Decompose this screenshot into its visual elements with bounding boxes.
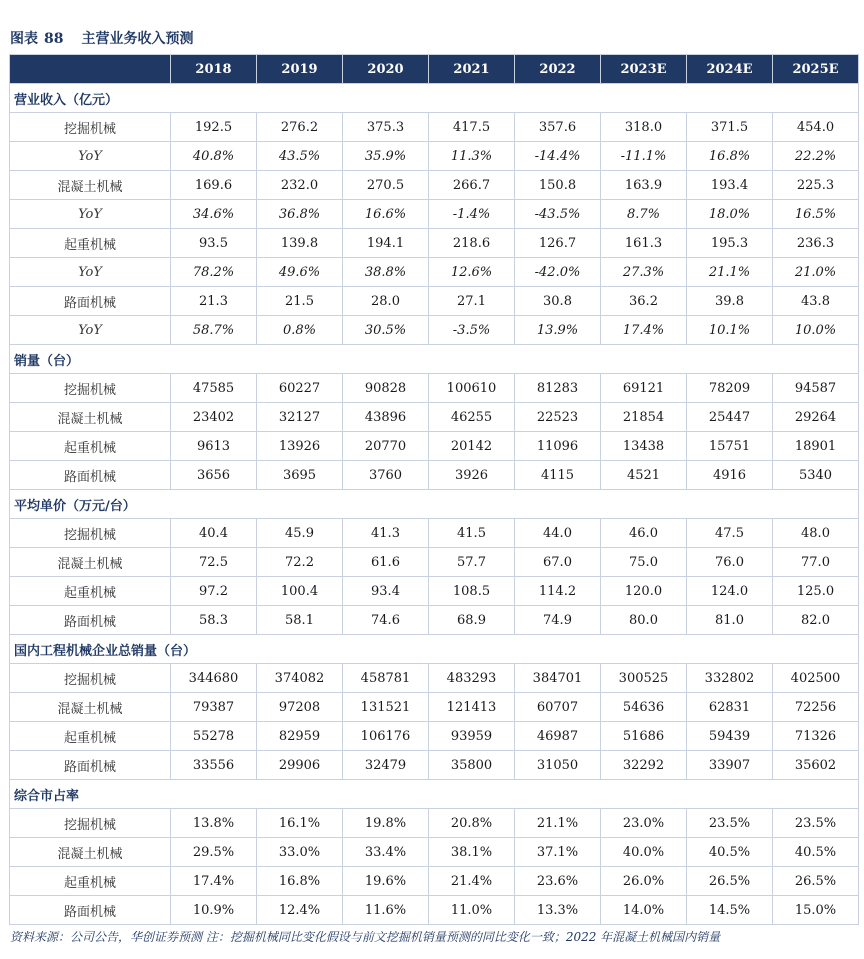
table-cell: 23402 [171,403,257,432]
table-cell: 17.4% [601,316,687,345]
table-cell: 21.5 [257,287,343,316]
section-row [10,345,859,374]
table-row [10,403,859,432]
table-cell: 82.0 [773,606,859,635]
table-cell: 47.5 [687,519,773,548]
row-label: 挖掘机械 [10,113,171,142]
table-cell: 36.2 [601,287,687,316]
table-cell: 18901 [773,432,859,461]
header-year-2019: 2019 [257,55,343,84]
table-cell: 12.4% [257,896,343,925]
table-cell: 54636 [601,693,687,722]
table-cell: 19.8% [343,809,429,838]
row-label: YoY [10,200,171,229]
table-cell: 100.4 [257,577,343,606]
yoy-row [10,258,859,287]
table-cell: 18.0% [687,200,773,229]
section-row [10,84,859,113]
table-cell: 124.0 [687,577,773,606]
table-cell: 93.4 [343,577,429,606]
table-cell: 43896 [343,403,429,432]
table-cell: 23.5% [687,809,773,838]
row-label: 混凝土机械 [10,548,171,577]
table-cell: 8.7% [601,200,687,229]
table-cell: 72256 [773,693,859,722]
table-cell: 62831 [687,693,773,722]
table-cell: 80.0 [601,606,687,635]
table-cell: 32292 [601,751,687,780]
row-label: 起重机械 [10,867,171,896]
table-cell: 40.4 [171,519,257,548]
section-title: 国内工程机械企业总销量（台） [10,635,859,664]
table-cell: 12.6% [429,258,515,287]
table-cell: 125.0 [773,577,859,606]
table-cell: 68.9 [429,606,515,635]
table-cell: -3.5% [429,316,515,345]
table-cell: 19.6% [343,867,429,896]
table-cell: 32479 [343,751,429,780]
table-cell: 41.5 [429,519,515,548]
table-cell: 34.6% [171,200,257,229]
table-cell: 40.8% [171,142,257,171]
table-cell: 11.6% [343,896,429,925]
header-year-2021: 2021 [429,55,515,84]
table-row [10,548,859,577]
table-cell: 10.0% [773,316,859,345]
row-label: 挖掘机械 [10,519,171,548]
table-cell: 72.2 [257,548,343,577]
table-cell: 38.1% [429,838,515,867]
table-cell: 23.0% [601,809,687,838]
table-cell: 22523 [515,403,601,432]
table-cell: 29.5% [171,838,257,867]
table-cell: 41.3 [343,519,429,548]
table-cell: 106176 [343,722,429,751]
table-cell: 81.0 [687,606,773,635]
row-label: 混凝土机械 [10,693,171,722]
table-cell: 35602 [773,751,859,780]
row-label: 挖掘机械 [10,374,171,403]
row-label: 路面机械 [10,751,171,780]
table-cell: 44.0 [515,519,601,548]
table-cell: 10.9% [171,896,257,925]
table-cell: 39.8 [687,287,773,316]
table-cell: 40.5% [773,838,859,867]
table-cell: 81283 [515,374,601,403]
table-cell: 232.0 [257,171,343,200]
table-cell: 218.6 [429,229,515,258]
table-cell: 194.1 [343,229,429,258]
table-cell: 13.9% [515,316,601,345]
header-corner [10,55,171,84]
row-label: 挖掘机械 [10,664,171,693]
table-cell: 40.5% [687,838,773,867]
row-label: 起重机械 [10,229,171,258]
table-cell: 16.1% [257,809,343,838]
table-cell: 384701 [515,664,601,693]
table-row [10,577,859,606]
table-cell: 300525 [601,664,687,693]
header-year-2023e: 2023E [601,55,687,84]
table-cell: 30.8 [515,287,601,316]
table-cell: 126.7 [515,229,601,258]
table-cell: 46.0 [601,519,687,548]
table-cell: 332802 [687,664,773,693]
table-cell: 14.5% [687,896,773,925]
table-cell: 21.4% [429,867,515,896]
table-row [10,606,859,635]
table-cell: 483293 [429,664,515,693]
table-cell: 21.1% [515,809,601,838]
table-cell: 13.8% [171,809,257,838]
table-row [10,432,859,461]
table-cell: 9613 [171,432,257,461]
table-cell: 10.1% [687,316,773,345]
table-row [10,664,859,693]
table-cell: 270.5 [343,171,429,200]
table-cell: 344680 [171,664,257,693]
section-title: 平均单价（万元/台） [10,490,859,519]
yoy-row [10,142,859,171]
table-cell: 69121 [601,374,687,403]
section-row [10,635,859,664]
table-cell: 59439 [687,722,773,751]
table-cell: 49.6% [257,258,343,287]
row-label: 路面机械 [10,896,171,925]
table-cell: 93.5 [171,229,257,258]
table-cell: 51686 [601,722,687,751]
table-cell: 79387 [171,693,257,722]
table-cell: 11.0% [429,896,515,925]
row-label: 起重机械 [10,722,171,751]
table-cell: 35800 [429,751,515,780]
table-cell: 22.2% [773,142,859,171]
figure-title-text: 主营业务收入预测 [81,31,194,47]
table-cell: 36.8% [257,200,343,229]
table-cell: 77.0 [773,548,859,577]
table-cell: 28.0 [343,287,429,316]
header-year-2024e: 2024E [687,55,773,84]
table-cell: 11096 [515,432,601,461]
table-cell: 225.3 [773,171,859,200]
table-cell: 13438 [601,432,687,461]
table-cell: 78209 [687,374,773,403]
figure-title [10,28,193,50]
table-cell: 454.0 [773,113,859,142]
table-cell: 46255 [429,403,515,432]
table-cell: 97208 [257,693,343,722]
table-cell: 23.6% [515,867,601,896]
table-cell: 417.5 [429,113,515,142]
table-cell: 374082 [257,664,343,693]
table-cell: 402500 [773,664,859,693]
table-cell: 47585 [171,374,257,403]
table-cell: -42.0% [515,258,601,287]
table-cell: 40.0% [601,838,687,867]
forecast-table [9,54,859,925]
table-cell: 90828 [343,374,429,403]
table-row [10,374,859,403]
header-year-2025e: 2025E [773,55,859,84]
table-cell: 46987 [515,722,601,751]
table-cell: 20770 [343,432,429,461]
figure-number: 88 [44,31,64,47]
table-cell: 45.9 [257,519,343,548]
table-cell: 58.1 [257,606,343,635]
table-cell: 15.0% [773,896,859,925]
table-row [10,896,859,925]
row-label: 混凝土机械 [10,838,171,867]
table-cell: 3926 [429,461,515,490]
table-cell: 60227 [257,374,343,403]
row-label: 混凝土机械 [10,171,171,200]
table-cell: -43.5% [515,200,601,229]
table-cell: 26.0% [601,867,687,896]
row-label: 起重机械 [10,432,171,461]
table-cell: 61.6 [343,548,429,577]
table-cell: -11.1% [601,142,687,171]
table-cell: 100610 [429,374,515,403]
table-cell: 35.9% [343,142,429,171]
table-cell: 15751 [687,432,773,461]
table-cell: 43.8 [773,287,859,316]
table-cell: 74.6 [343,606,429,635]
table-cell: 3695 [257,461,343,490]
table-row [10,809,859,838]
table-cell: 26.5% [687,867,773,896]
table-cell: -14.4% [515,142,601,171]
section-title: 销量（台） [10,345,859,374]
table-cell: 33556 [171,751,257,780]
table-cell: 16.6% [343,200,429,229]
section-title: 综合市占率 [10,780,859,809]
table-cell: 16.8% [257,867,343,896]
table-cell: 3656 [171,461,257,490]
table-row [10,171,859,200]
table-cell: 38.8% [343,258,429,287]
header-row [10,55,859,84]
table-cell: 82959 [257,722,343,751]
table-cell: 161.3 [601,229,687,258]
table-cell: 58.3 [171,606,257,635]
yoy-row [10,200,859,229]
table-cell: 266.7 [429,171,515,200]
table-cell: 23.5% [773,809,859,838]
table-row [10,838,859,867]
table-cell: 29906 [257,751,343,780]
table-cell: 11.3% [429,142,515,171]
table-cell: 30.5% [343,316,429,345]
table-cell: 21.3 [171,287,257,316]
row-label: 路面机械 [10,461,171,490]
table-cell: 131521 [343,693,429,722]
table-cell: 20142 [429,432,515,461]
table-cell: 57.7 [429,548,515,577]
table-cell: 72.5 [171,548,257,577]
table-cell: 48.0 [773,519,859,548]
row-label: 路面机械 [10,287,171,316]
table-cell: 33.4% [343,838,429,867]
table-cell: 43.5% [257,142,343,171]
section-row [10,490,859,519]
table-cell: 29264 [773,403,859,432]
table-row [10,693,859,722]
table-cell: 150.8 [515,171,601,200]
section-title: 营业收入（亿元） [10,84,859,113]
table-cell: 17.4% [171,867,257,896]
table-cell: 193.4 [687,171,773,200]
table-cell: 26.5% [773,867,859,896]
table-cell: 13.3% [515,896,601,925]
table-cell: 357.6 [515,113,601,142]
table-cell: 21.1% [687,258,773,287]
table-cell: 139.8 [257,229,343,258]
table-cell: 25447 [687,403,773,432]
row-label: 起重机械 [10,577,171,606]
table-cell: 0.8% [257,316,343,345]
table-cell: 371.5 [687,113,773,142]
table-cell: 4521 [601,461,687,490]
table-row [10,113,859,142]
row-label: 挖掘机械 [10,809,171,838]
header-year-2018: 2018 [171,55,257,84]
table-cell: 33.0% [257,838,343,867]
source-footnote: 资料来源：公司公告，华创证券预测 注：挖掘机械同比变化假设与前文挖掘机销量预测的同比变化一致；2022 年混凝土机械国内销量 [10,930,721,944]
row-label: YoY [10,258,171,287]
table-cell: 195.3 [687,229,773,258]
row-label: 混凝土机械 [10,403,171,432]
table-cell: 37.1% [515,838,601,867]
table-cell: 27.3% [601,258,687,287]
table-row [10,287,859,316]
table-cell: 94587 [773,374,859,403]
table-cell: 120.0 [601,577,687,606]
row-label: YoY [10,316,171,345]
table-cell: 67.0 [515,548,601,577]
header-year-2022: 2022 [515,55,601,84]
figure-label: 图表 [10,31,38,47]
table-cell: 13926 [257,432,343,461]
table-cell: 27.1 [429,287,515,316]
table-cell: 33907 [687,751,773,780]
table-cell: 458781 [343,664,429,693]
table-cell: 21854 [601,403,687,432]
table-cell: 318.0 [601,113,687,142]
table-cell: 276.2 [257,113,343,142]
table-cell: 71326 [773,722,859,751]
table-cell: 74.9 [515,606,601,635]
table-cell: 121413 [429,693,515,722]
table-cell: 20.8% [429,809,515,838]
table-cell: 14.0% [601,896,687,925]
table-cell: 97.2 [171,577,257,606]
table-cell: 3760 [343,461,429,490]
table-row [10,519,859,548]
table-cell: 93959 [429,722,515,751]
table-row [10,229,859,258]
table-row [10,867,859,896]
table-cell: 32127 [257,403,343,432]
table-cell: 4916 [687,461,773,490]
row-label: 路面机械 [10,606,171,635]
table-cell: 236.3 [773,229,859,258]
table-cell: 78.2% [171,258,257,287]
header-year-2020: 2020 [343,55,429,84]
table-row [10,751,859,780]
table-cell: 5340 [773,461,859,490]
table-cell: 76.0 [687,548,773,577]
table-cell: 31050 [515,751,601,780]
table-cell: 58.7% [171,316,257,345]
table-cell: 163.9 [601,171,687,200]
table-cell: 169.6 [171,171,257,200]
row-label: YoY [10,142,171,171]
table-cell: 60707 [515,693,601,722]
section-row [10,780,859,809]
table-cell: 375.3 [343,113,429,142]
table-cell: 16.5% [773,200,859,229]
table-cell: 21.0% [773,258,859,287]
table-row [10,461,859,490]
table-cell: 192.5 [171,113,257,142]
table-cell: 4115 [515,461,601,490]
table-cell: 75.0 [601,548,687,577]
yoy-row [10,316,859,345]
table-cell: 16.8% [687,142,773,171]
table-row [10,722,859,751]
table-cell: 114.2 [515,577,601,606]
table-cell: 55278 [171,722,257,751]
table-cell: -1.4% [429,200,515,229]
table-cell: 108.5 [429,577,515,606]
